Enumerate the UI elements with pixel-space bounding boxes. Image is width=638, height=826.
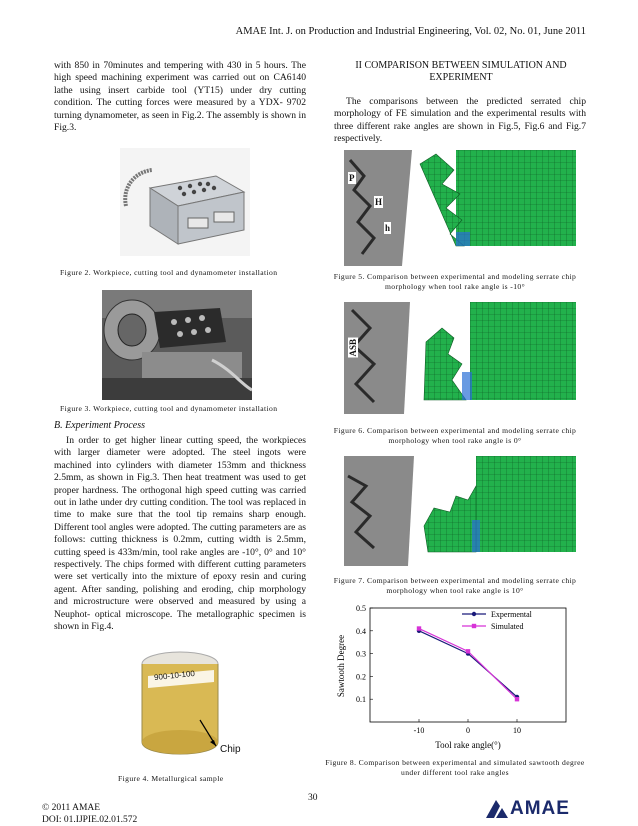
figure-4-sample-label: 900-10-100 (153, 668, 196, 683)
y-tick-label: 0.2 (356, 672, 366, 682)
figure-8-chart (334, 596, 580, 754)
right-intro (334, 96, 586, 146)
figure-2-caption: Figure 2. Workpiece, cutting tool and dynamometer installation (60, 268, 278, 277)
x-tick-label: -10 (413, 726, 425, 735)
left-intro (54, 60, 306, 134)
plot-frame (370, 608, 566, 722)
intro-paragraph: with 850 in 70minutes and tempering with 430 in 5 hours. The high speed machining experiment was carried out on CA6140 lathe using insert carbide tool (YT15) under dry cutting condition. The cutting forces were measured by a YDX- 9702 turning dynamometer, as seen in Fig.2. The assembly is shown in Fig.3. (54, 60, 306, 134)
copyright: © 2011 AMAE (42, 803, 101, 813)
point-simulated (417, 626, 421, 630)
fig5-label-p: P (349, 173, 355, 183)
legend-marker (472, 624, 476, 628)
sawtooth-line-chart (334, 596, 580, 754)
figure-4-caption: Figure 4. Metallurgical sample (118, 774, 224, 783)
figure-4-image (130, 640, 250, 764)
y-tick-label: 0.4 (356, 626, 366, 636)
figure-5-caption: Figure 5. Comparison between experimental and modeling serrate chip morphology when tool rake angle is -10° (333, 272, 577, 291)
figure-6-image (344, 302, 576, 414)
legend-label: Expermental (491, 610, 532, 619)
y-tick-label: 0.3 (356, 649, 366, 659)
figure-3-caption: Figure 3. Workpiece, cutting tool and dynamometer installation (60, 404, 278, 413)
section-b-body (54, 435, 306, 634)
figure-7-image (344, 456, 576, 566)
point-simulated (515, 697, 519, 701)
series-line-0 (419, 631, 517, 697)
y-tick-label: 0.5 (356, 604, 366, 613)
x-tick-label: 0 (466, 726, 470, 735)
x-axis-label: Tool rake angle(°) (435, 740, 501, 750)
figure-7-caption: Figure 7. Comparison between experimental and modeling serrate chip morphology when tool rake angle is 10° (333, 576, 577, 595)
y-axis-label: Sawtooth Degree (336, 634, 346, 698)
amae-logo (484, 798, 570, 820)
page-number: 30 (308, 793, 318, 803)
comparison-paragraph: The comparisons between the predicted serrated chip morphology of FE simulation and the experimental results with three different rake angles are shown in Fig.5, Fig.6 and Fig.7 respectively. (334, 96, 586, 145)
fig5-label-h: h (385, 223, 391, 233)
running-header: AMAE Int. J. on Production and Industrial Engineering, Vol. 02, No. 01, June 2011 (235, 26, 586, 37)
section-b-paragraph: In order to get higher linear cutting speed, the workpieces with larger diameter were adopted. The steel ingots were machined into cylinders with diameter 153mm and thickness 2.5mm, as shown in Fig.3. Then heat treatment was used to get proper hardness. The orthogonal high speed cutting was carried out in lathe under dry cutting condition. The tool was replaced in time to make sure that the tool tip remains sharp enough. Different tool angles were adopted. The cutting parameters are as follows: cutting thickness is 0.2mm, cutting width is 2.5mm, cutting speed is 433m/min, tool rake angles are -10°, 0° and 10° respectively. The chips formed with different cutting parameters were set vertically into the mixture of epoxy resin and curing agent. After sanding, polishing and eroding, chip morphology and microstructure were observed and measured by using a Neuphot- optical microscope. The metallographic specimen is shown in Fig.4. (54, 435, 306, 633)
amae-logo-text: AMAE (510, 798, 570, 819)
fig6-label-asb: ASB (348, 339, 358, 357)
doi: DOI: 01.IJPIE.02.01.572 (42, 815, 138, 825)
fig5-label-H: H (375, 197, 383, 207)
figure-8-caption: Figure 8. Comparison between experimental and simulated sawtooth degree under different tool rake angles (325, 758, 585, 777)
figure-5-image (344, 150, 576, 266)
figure-6-caption: Figure 6. Comparison between experimental and modeling serrate chip morphology when tool rake angle is 0° (333, 426, 577, 445)
amae-logo-icon (484, 798, 510, 820)
legend-label: Simulated (491, 622, 524, 631)
figure-2-image (120, 148, 250, 256)
y-tick-label: 0.1 (356, 695, 366, 705)
section-ii-heading: II COMPARISON BETWEEN SIMULATION AND EXPERIMENT (355, 60, 567, 83)
figure-4-chip-label: Chip (220, 744, 241, 755)
legend-marker (472, 612, 476, 616)
point-simulated (466, 649, 470, 653)
figure-3-image (102, 290, 252, 400)
section-b-heading: B. Experiment Process (54, 420, 145, 431)
x-tick-label: 10 (513, 726, 521, 735)
series-line-1 (419, 629, 517, 700)
